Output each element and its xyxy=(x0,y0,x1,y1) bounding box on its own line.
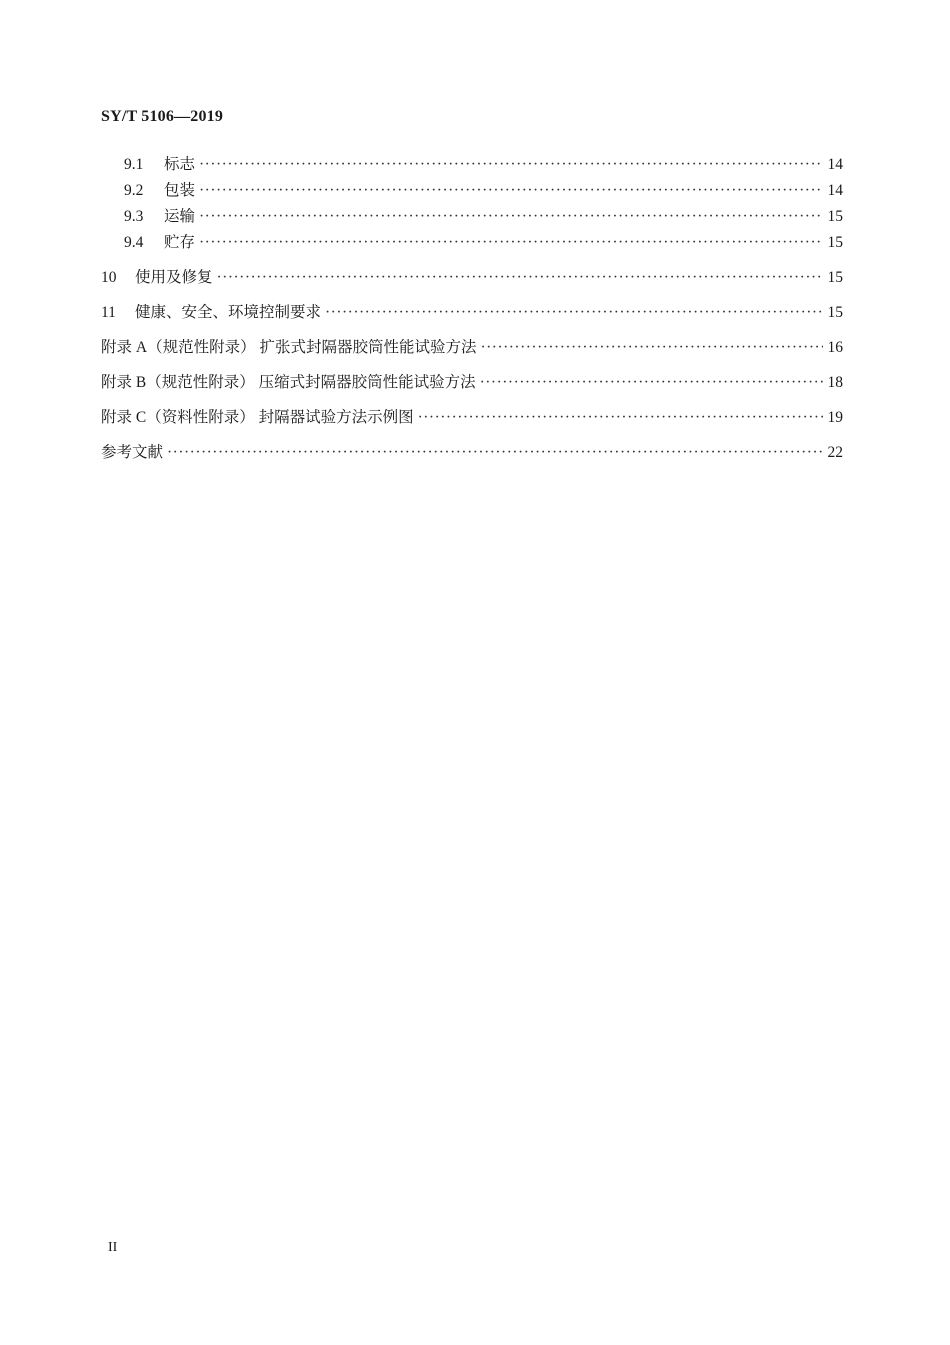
toc-entry-title: 附录 B（规范性附录） 压缩式封隔器胶筒性能试验方法 xyxy=(101,374,476,391)
toc-entry-page: 18 xyxy=(827,374,843,391)
toc-entry-title: 标志 xyxy=(164,156,196,173)
toc-entry-10[interactable] xyxy=(101,267,843,289)
toc-entry-number: 10 xyxy=(101,269,117,286)
table-of-contents xyxy=(101,0,843,500)
toc-entry-11[interactable] xyxy=(101,302,843,324)
toc-entry-page: 16 xyxy=(827,339,843,356)
toc-entry-title: 包装 xyxy=(164,182,196,199)
toc-leader-dots xyxy=(217,267,823,289)
toc-entry-number: 9.2 xyxy=(124,182,144,199)
toc-entry-page: 14 xyxy=(827,156,843,173)
toc-entry-number: 11 xyxy=(101,304,116,321)
toc-entry-page: 15 xyxy=(827,234,843,251)
document-code-header: SY/T 5106—2019 xyxy=(101,108,224,125)
toc-entry-references[interactable] xyxy=(101,442,843,464)
toc-leader-dots xyxy=(480,337,823,359)
toc-entry-number: 9.1 xyxy=(124,156,144,173)
toc-leader-dots xyxy=(167,442,823,464)
toc-leader-dots xyxy=(199,154,823,176)
toc-entry-9-4[interactable] xyxy=(124,232,843,254)
toc-entry-number: 9.4 xyxy=(124,234,144,251)
toc-entry-title: 运输 xyxy=(164,208,196,225)
toc-entry-number: 9.3 xyxy=(124,208,144,225)
toc-entry-page: 15 xyxy=(827,304,843,321)
toc-leader-dots xyxy=(199,206,823,228)
toc-entry-9-3[interactable] xyxy=(124,206,843,228)
toc-entry-appendix-b[interactable] xyxy=(101,372,843,394)
toc-leader-dots xyxy=(199,232,823,254)
toc-leader-dots xyxy=(418,407,823,429)
toc-entry-title: 附录 A（规范性附录） 扩张式封隔器胶筒性能试验方法 xyxy=(101,339,477,356)
toc-entry-page: 15 xyxy=(827,269,843,286)
toc-entry-page: 14 xyxy=(827,182,843,199)
page-number: II xyxy=(108,1240,118,1255)
toc-entry-9-2[interactable] xyxy=(124,180,843,202)
toc-entry-page: 19 xyxy=(827,409,843,426)
toc-entry-page: 22 xyxy=(827,444,843,461)
toc-entry-9-1[interactable] xyxy=(124,154,843,176)
toc-entry-page: 15 xyxy=(827,208,843,225)
toc-leader-dots xyxy=(480,372,823,394)
toc-entry-title: 附录 C（资料性附录） 封隔器试验方法示例图 xyxy=(101,409,414,426)
toc-entry-appendix-a[interactable] xyxy=(101,337,843,359)
toc-entry-title: 健康、安全、环境控制要求 xyxy=(135,304,322,321)
toc-leader-dots xyxy=(325,302,823,324)
toc-entry-title: 参考文献 xyxy=(101,444,164,461)
toc-entry-title: 使用及修复 xyxy=(135,269,213,286)
toc-entry-appendix-c[interactable] xyxy=(101,407,843,429)
toc-leader-dots xyxy=(199,180,823,202)
toc-entry-title: 贮存 xyxy=(164,234,196,251)
